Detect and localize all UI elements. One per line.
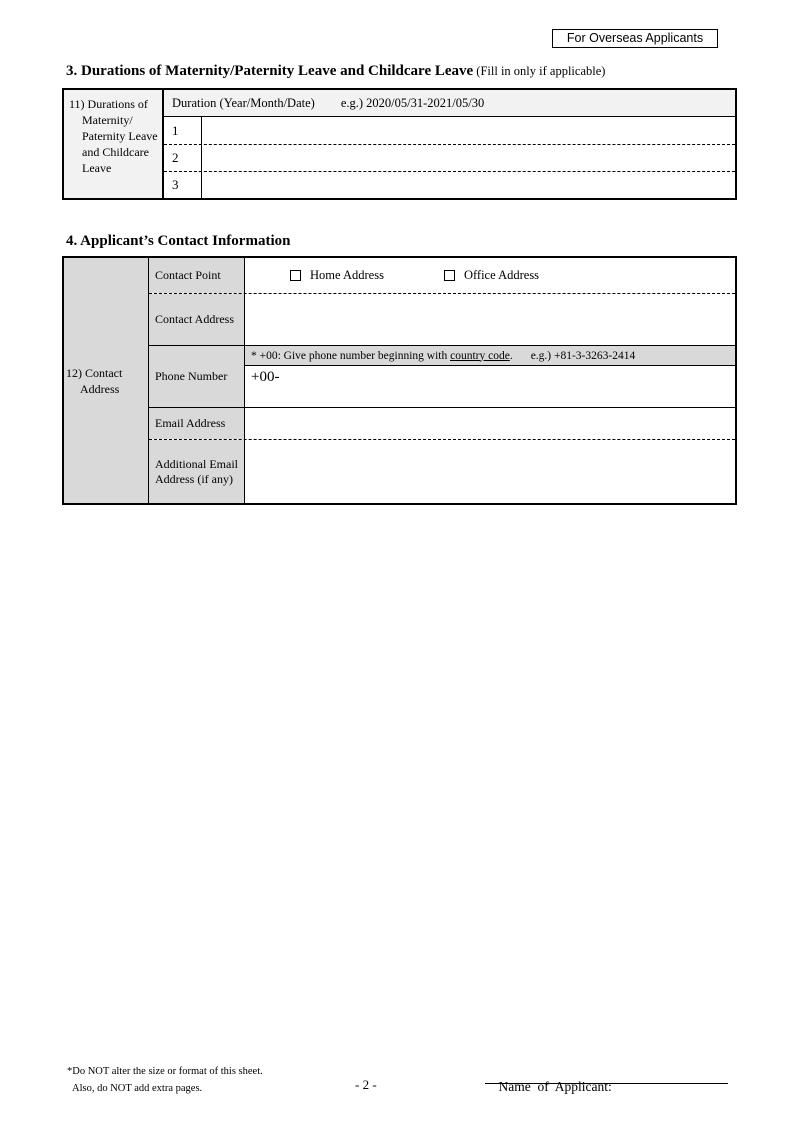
office-address-checkbox[interactable] <box>444 270 455 281</box>
duration-row-1 <box>164 117 735 144</box>
duration-row-1-field[interactable] <box>202 117 735 144</box>
contact-rows <box>149 258 735 503</box>
footer-notes <box>67 1063 263 1097</box>
office-address-label: Office Address <box>463 268 540 282</box>
phone-number-field[interactable]: +00- <box>251 369 280 385</box>
contact-address-row <box>149 294 735 346</box>
duration-row-1-number: 1 <box>164 117 202 144</box>
durations-grid <box>164 90 735 198</box>
phone-note-example: e.g.) +81-3-3263-2414 <box>530 349 636 362</box>
additional-email-row <box>149 440 735 503</box>
durations-row-label: 11) Durations of Maternity/ Paternity Leave and Childcare Leave <box>64 90 164 198</box>
phone-number-label: Phone Number <box>149 346 245 407</box>
phone-note-country-code: country code <box>450 349 510 362</box>
phone-note-suffix: . <box>509 349 513 362</box>
phone-number-content <box>245 346 735 407</box>
section3-title: 3. Durations of Maternity/Paternity Leave and Childcare Leave <box>66 63 474 79</box>
contact-point-row <box>149 258 735 294</box>
contact-point-content <box>245 258 735 293</box>
section3-heading <box>66 62 605 80</box>
email-address-field[interactable] <box>245 408 735 439</box>
additional-email-label: Additional Email Address (if any) <box>149 440 245 503</box>
phone-number-row <box>149 346 735 408</box>
section3-title-note: (Fill in only if applicable) <box>473 64 606 78</box>
duration-row-3 <box>164 171 735 198</box>
duration-row-3-field[interactable] <box>202 172 735 198</box>
phone-note-prefix: * +00: Give phone number beginning with <box>251 349 451 362</box>
name-of-applicant-field[interactable] <box>485 1063 728 1094</box>
footer-note-line1: *Do NOT alter the size or format of this sheet. <box>67 1066 263 1077</box>
contact-address-row-label: 12) Contact Address <box>64 258 149 503</box>
maternity-leave-table <box>62 88 737 200</box>
email-address-label: Email Address <box>149 408 245 439</box>
duration-header-row <box>164 90 735 117</box>
section4-title: 4. Applicant’s Contact Information <box>66 233 291 249</box>
additional-email-field[interactable] <box>245 440 735 503</box>
page-number: - 2 - <box>355 1077 377 1092</box>
email-address-row <box>149 408 735 440</box>
duration-header-label: Duration (Year/Month/Date) <box>172 95 315 110</box>
home-address-label: Home Address <box>310 268 384 282</box>
contact-information-table <box>62 256 737 505</box>
name-of-applicant-label: Name of Applicant: <box>498 1079 612 1094</box>
contact-address-label: Contact Address <box>149 294 245 345</box>
duration-row-2-field[interactable] <box>202 145 735 171</box>
contact-address-field[interactable] <box>245 294 735 345</box>
home-address-checkbox[interactable] <box>290 270 301 281</box>
duration-row-2-number: 2 <box>164 145 202 171</box>
phone-note <box>245 346 735 366</box>
overseas-applicants-badge: For Overseas Applicants <box>552 29 718 48</box>
contact-point-label: Contact Point <box>149 258 245 293</box>
section4-heading <box>66 232 290 250</box>
duration-example: e.g.) 2020/05/31-2021/05/30 <box>340 95 485 110</box>
duration-row-2 <box>164 144 735 171</box>
duration-row-3-number: 3 <box>164 172 202 198</box>
footer-note-line2: Also, do NOT add extra pages. <box>72 1083 203 1094</box>
